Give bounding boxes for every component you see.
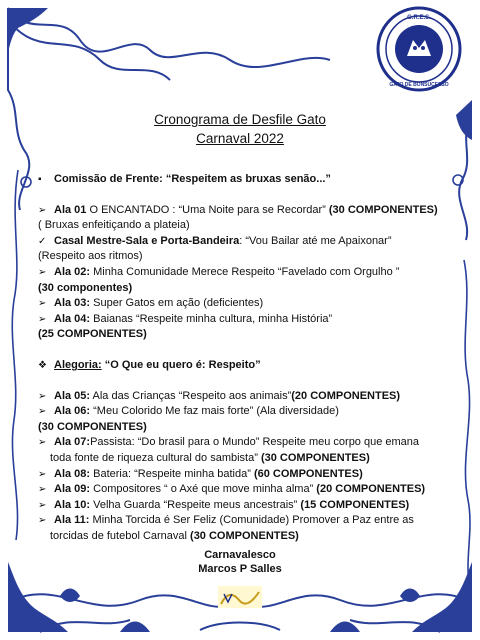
school-logo bbox=[376, 6, 462, 92]
bullet-icon: ➢ bbox=[38, 515, 47, 527]
svg-text:GATO DE BONSUCESSO: GATO DE BONSUCESSO bbox=[389, 82, 449, 88]
schedule-line bbox=[38, 404, 450, 420]
svg-text:G.R.E.S.: G.R.E.S. bbox=[407, 15, 431, 21]
bullet-icon: ➢ bbox=[38, 313, 47, 325]
bullet-icon: ➢ bbox=[38, 406, 47, 418]
line-text: (30 COMPONENTES) bbox=[38, 420, 147, 433]
spacer bbox=[38, 343, 450, 358]
bullet-icon: ▪ bbox=[38, 174, 42, 185]
line-text: (Respeito aos ritmos) bbox=[38, 250, 143, 263]
signature-name: Marcos P Salles bbox=[198, 563, 282, 575]
schedule-line bbox=[38, 249, 450, 265]
line-text: (30 COMPONENTES) bbox=[190, 529, 299, 542]
schedule-line bbox=[38, 265, 450, 281]
signature-mark bbox=[218, 586, 262, 608]
schedule-line bbox=[38, 482, 450, 498]
line-text: Casal Mestre-Sala e Porta-Bandeira bbox=[54, 234, 240, 247]
line-text: (25 COMPONENTES) bbox=[38, 328, 147, 341]
page-title bbox=[0, 110, 480, 148]
line-text: Ala 01 bbox=[54, 203, 87, 216]
spacer bbox=[38, 374, 450, 389]
schedule-line bbox=[38, 281, 450, 297]
title-line-2: Carnaval 2022 bbox=[196, 131, 284, 146]
schedule-line bbox=[38, 513, 450, 529]
line-text: Passista: “Do brasil para o Mundo” Respeite meu corpo que emana bbox=[90, 436, 420, 449]
bullet-icon: ➢ bbox=[38, 266, 47, 278]
schedule-line bbox=[38, 234, 450, 250]
schedule-line bbox=[38, 529, 450, 545]
schedule-line bbox=[38, 358, 450, 374]
line-text: Ala 03: bbox=[54, 297, 91, 310]
bullet-icon: ➢ bbox=[38, 468, 47, 480]
line-text: Velha Guarda “Respeite meus ancestrais” bbox=[90, 498, 301, 511]
schedule-line bbox=[38, 467, 450, 483]
schedule-line bbox=[38, 451, 450, 467]
line-text: torcidas de futebol Carnaval bbox=[50, 529, 191, 542]
bullet-icon: ➢ bbox=[38, 499, 47, 511]
bullet-icon: ➢ bbox=[38, 437, 47, 449]
line-text: (15 COMPONENTES) bbox=[300, 498, 410, 511]
line-text: Compositores “ o Axé que move minha alma” bbox=[90, 483, 317, 496]
line-text: Ala 07: bbox=[54, 436, 91, 449]
signature-role: Carnavalesco bbox=[204, 549, 276, 561]
line-text: (30 COMPONENTES) bbox=[328, 203, 438, 216]
schedule-list bbox=[38, 172, 450, 544]
line-text: ( Bruxas enfeitiçando a plateia) bbox=[38, 219, 190, 232]
bullet-icon: ✓ bbox=[38, 235, 47, 247]
schedule-line bbox=[38, 420, 450, 436]
schedule-line bbox=[38, 218, 450, 234]
line-text: Ala 02: bbox=[54, 265, 91, 278]
bullet-icon: ➢ bbox=[38, 204, 47, 216]
line-text: (20 COMPONENTES) bbox=[316, 483, 426, 496]
bullet-icon: ➢ bbox=[38, 484, 47, 496]
schedule-line bbox=[38, 435, 450, 451]
schedule-line bbox=[38, 172, 450, 188]
schedule-line bbox=[38, 296, 450, 312]
schedule-line bbox=[38, 389, 450, 405]
signature-block bbox=[0, 548, 480, 576]
bullet-icon: ➢ bbox=[38, 298, 47, 310]
line-text: (30 componentes) bbox=[38, 281, 133, 294]
schedule-line bbox=[38, 327, 450, 343]
line-text: Minha Torcida é Ser Feliz (Comunidade) Promover a Paz entre as bbox=[89, 514, 414, 527]
line-text: Bateria: “Respeite minha batida” bbox=[90, 467, 254, 480]
bullet-icon: ❖ bbox=[38, 359, 47, 371]
line-text: Comissão de Frente: “Respeitem as bruxas senão...” bbox=[54, 173, 331, 185]
line-text: O ENCANTADO : “Uma Noite para se Recordar” bbox=[86, 203, 329, 216]
line-text: Ala das Crianças “Respeito aos animais” bbox=[90, 389, 292, 402]
bullet-icon: ➢ bbox=[38, 390, 47, 402]
line-text: Ala 10: bbox=[54, 498, 91, 511]
line-text: Alegoria: bbox=[54, 358, 102, 371]
schedule-line bbox=[38, 312, 450, 328]
line-text: Minha Comunidade Merece Respeito “Favelado com Orgulho ” bbox=[90, 265, 400, 278]
line-text: (30 COMPONENTES) bbox=[260, 451, 370, 464]
line-text: Ala 11: bbox=[54, 514, 90, 527]
line-text: Ala 04: bbox=[54, 312, 91, 325]
line-text: Ala 09: bbox=[54, 483, 91, 496]
line-text: : “Vou Bailar até me Apaixonar” bbox=[239, 234, 392, 247]
line-text: (60 COMPONENTES) bbox=[253, 467, 363, 480]
line-text: (20 COMPONENTES) bbox=[291, 389, 401, 402]
line-text: toda fonte de riqueza cultural do sambista” bbox=[50, 451, 261, 464]
spacer bbox=[38, 188, 450, 203]
line-text: Ala 08: bbox=[54, 467, 91, 480]
line-text: “Meu Colorido Me faz mais forte” (Ala diversidade) bbox=[90, 405, 339, 418]
line-text: Ala 05: bbox=[54, 389, 91, 402]
line-text: Baianas “Respeite minha cultura, minha História” bbox=[90, 312, 333, 325]
schedule-line bbox=[38, 203, 450, 219]
line-text: “O Que eu quero é: Respeito” bbox=[101, 358, 261, 371]
title-line-1: Cronograma de Desfile Gato bbox=[154, 112, 326, 127]
schedule-line bbox=[38, 498, 450, 514]
line-text: Super Gatos em ação (deficientes) bbox=[90, 297, 264, 310]
line-text: Ala 06: bbox=[54, 405, 91, 418]
